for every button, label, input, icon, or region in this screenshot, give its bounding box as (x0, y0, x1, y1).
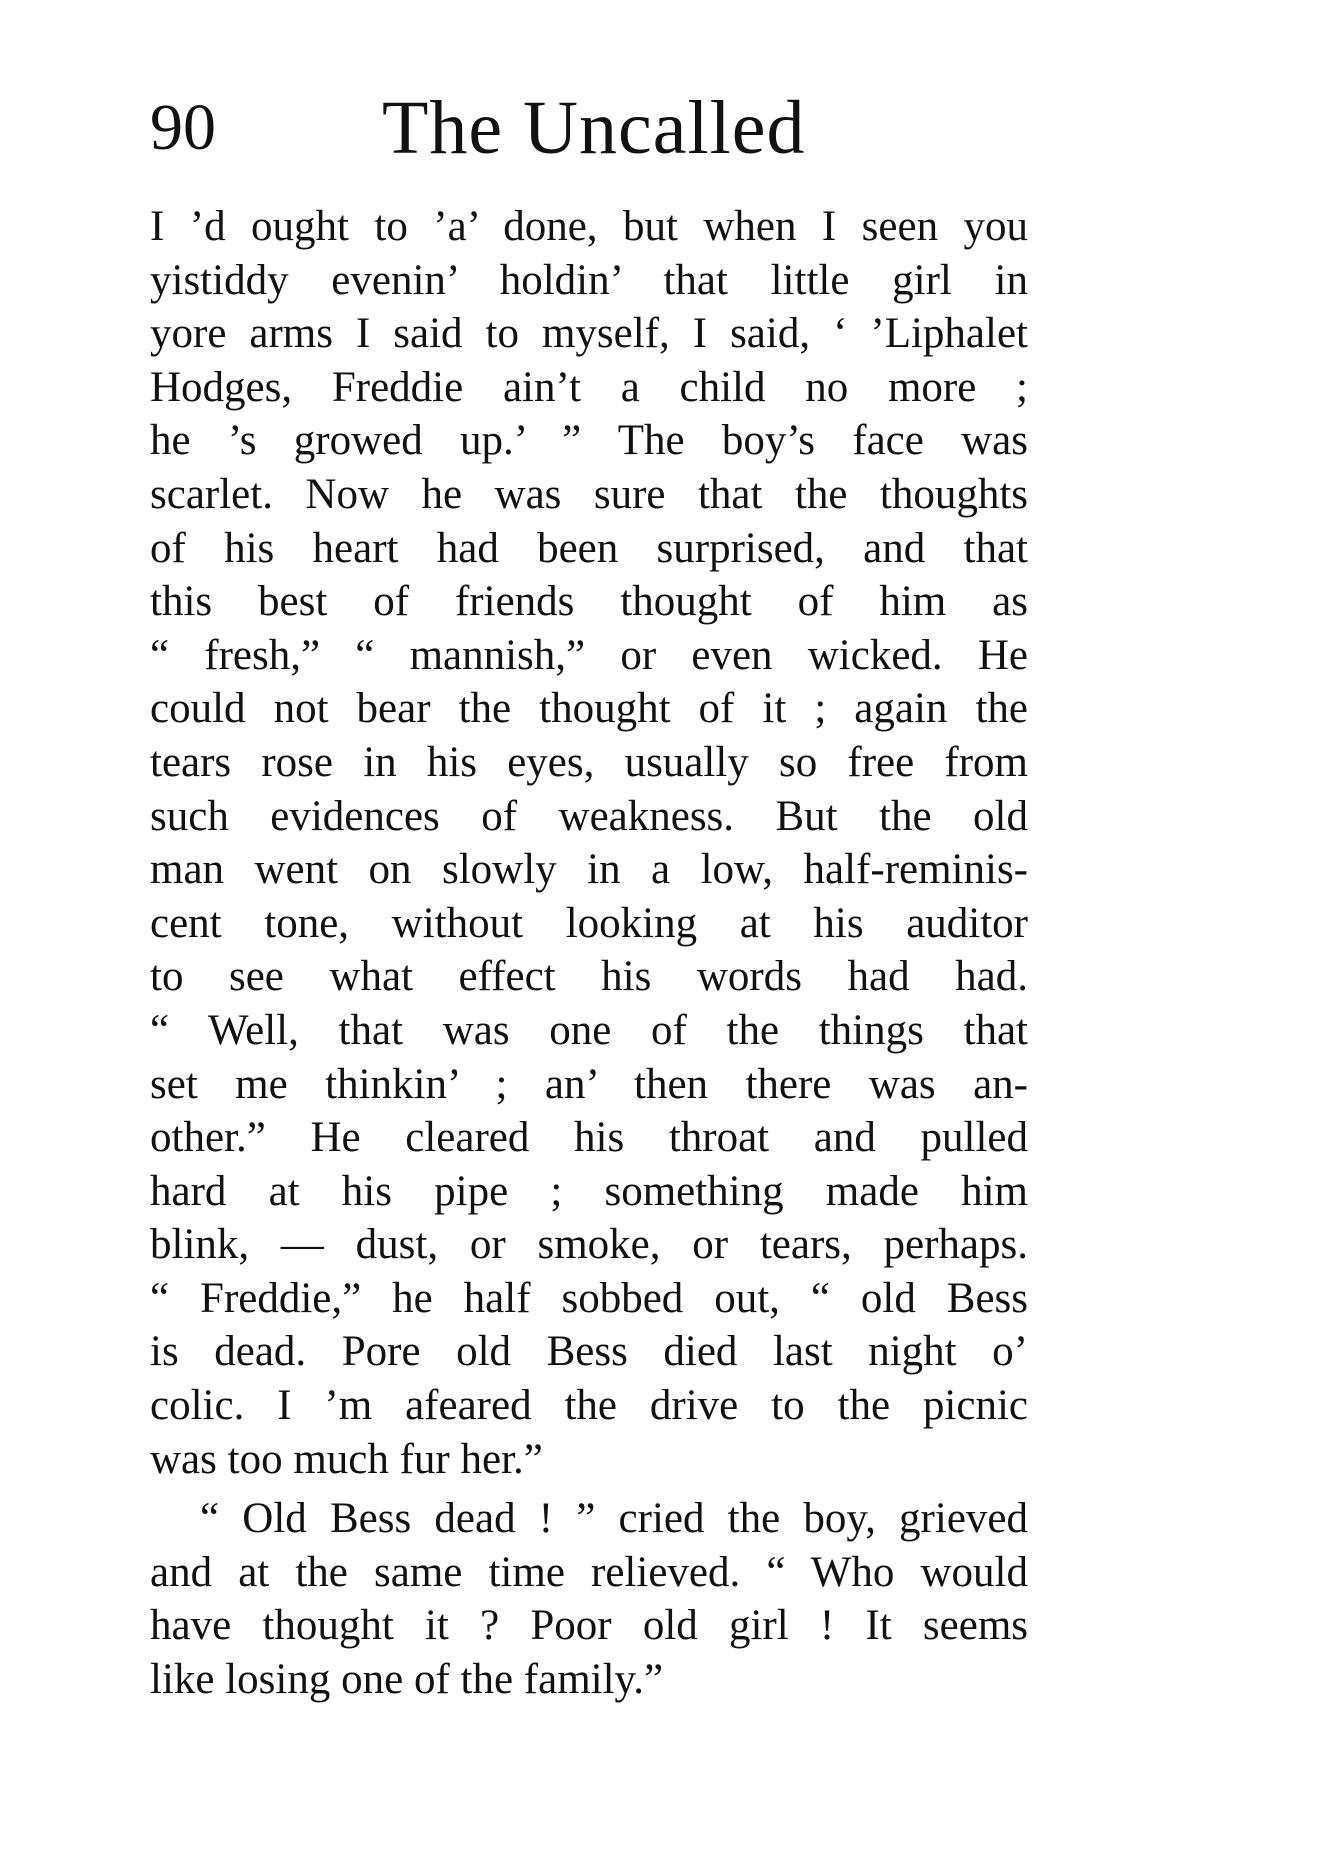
text-line: “ Well, that was one of the things that (150, 1006, 1028, 1054)
text-line: have thought it ? Poor old girl ! It seems (150, 1602, 1028, 1650)
text-line: Hodges, Freddie ain’t a child no more ; (150, 363, 1028, 411)
body-text (150, 200, 1028, 1707)
text-line: other.” He cleared his throat and pulled (150, 1114, 1028, 1162)
text-line: he ’s growed up.’ ” The boy’s face was (150, 417, 1028, 465)
text-line: cent tone, without looking at his auditor (150, 899, 1028, 947)
text-line: such evidences of weakness. But the old (150, 792, 1028, 840)
running-title: The Uncalled (382, 86, 806, 170)
text-line: blink, — dust, or smoke, or tears, perhaps. (150, 1221, 1028, 1269)
text-line: “ Freddie,” he half sobbed out, “ old Bess (150, 1274, 1028, 1322)
paragraph-1 (150, 200, 1028, 1486)
text-line: this best of friends thought of him as (150, 578, 1028, 626)
text-line: like losing one of the family.” (150, 1656, 664, 1704)
paragraph-2 (150, 1492, 1028, 1706)
text-line: hard at his pipe ; something made him (150, 1167, 1028, 1215)
text-line: was too much fur her.” (150, 1435, 543, 1483)
text-line: scarlet. Now he was sure that the thoughts (150, 470, 1028, 518)
text-line: man went on slowly in a low, half-reminis- (150, 846, 1028, 894)
page-number: 90 (150, 91, 216, 164)
text-line: is dead. Pore old Bess died last night o’ (150, 1328, 1028, 1376)
text-line: and at the same time relieved. “ Who would (150, 1548, 1028, 1596)
text-line: to see what effect his words had had. (150, 953, 1028, 1001)
text-line: could not bear the thought of it ; again the (150, 685, 1028, 733)
text-line: colic. I ’m afeared the drive to the picnic (150, 1382, 1028, 1430)
page-header (150, 88, 1050, 168)
text-line: tears rose in his eyes, usually so free from (150, 738, 1028, 786)
text-line: “ fresh,” “ mannish,” or even wicked. He (150, 631, 1028, 679)
text-line: set me thinkin’ ; an’ then there was an- (150, 1060, 1028, 1108)
text-line: yore arms I said to myself, I said, ‘ ’Liphalet (150, 310, 1028, 358)
text-line: “ Old Bess dead ! ” cried the boy, grieved (200, 1495, 1028, 1543)
text-line: I ’d ought to ’a’ done, but when I seen you (150, 203, 1028, 250)
text-line: yistiddy evenin’ holdin’ that little girl in (150, 256, 1028, 304)
text-line: of his heart had been surprised, and that (150, 524, 1028, 572)
